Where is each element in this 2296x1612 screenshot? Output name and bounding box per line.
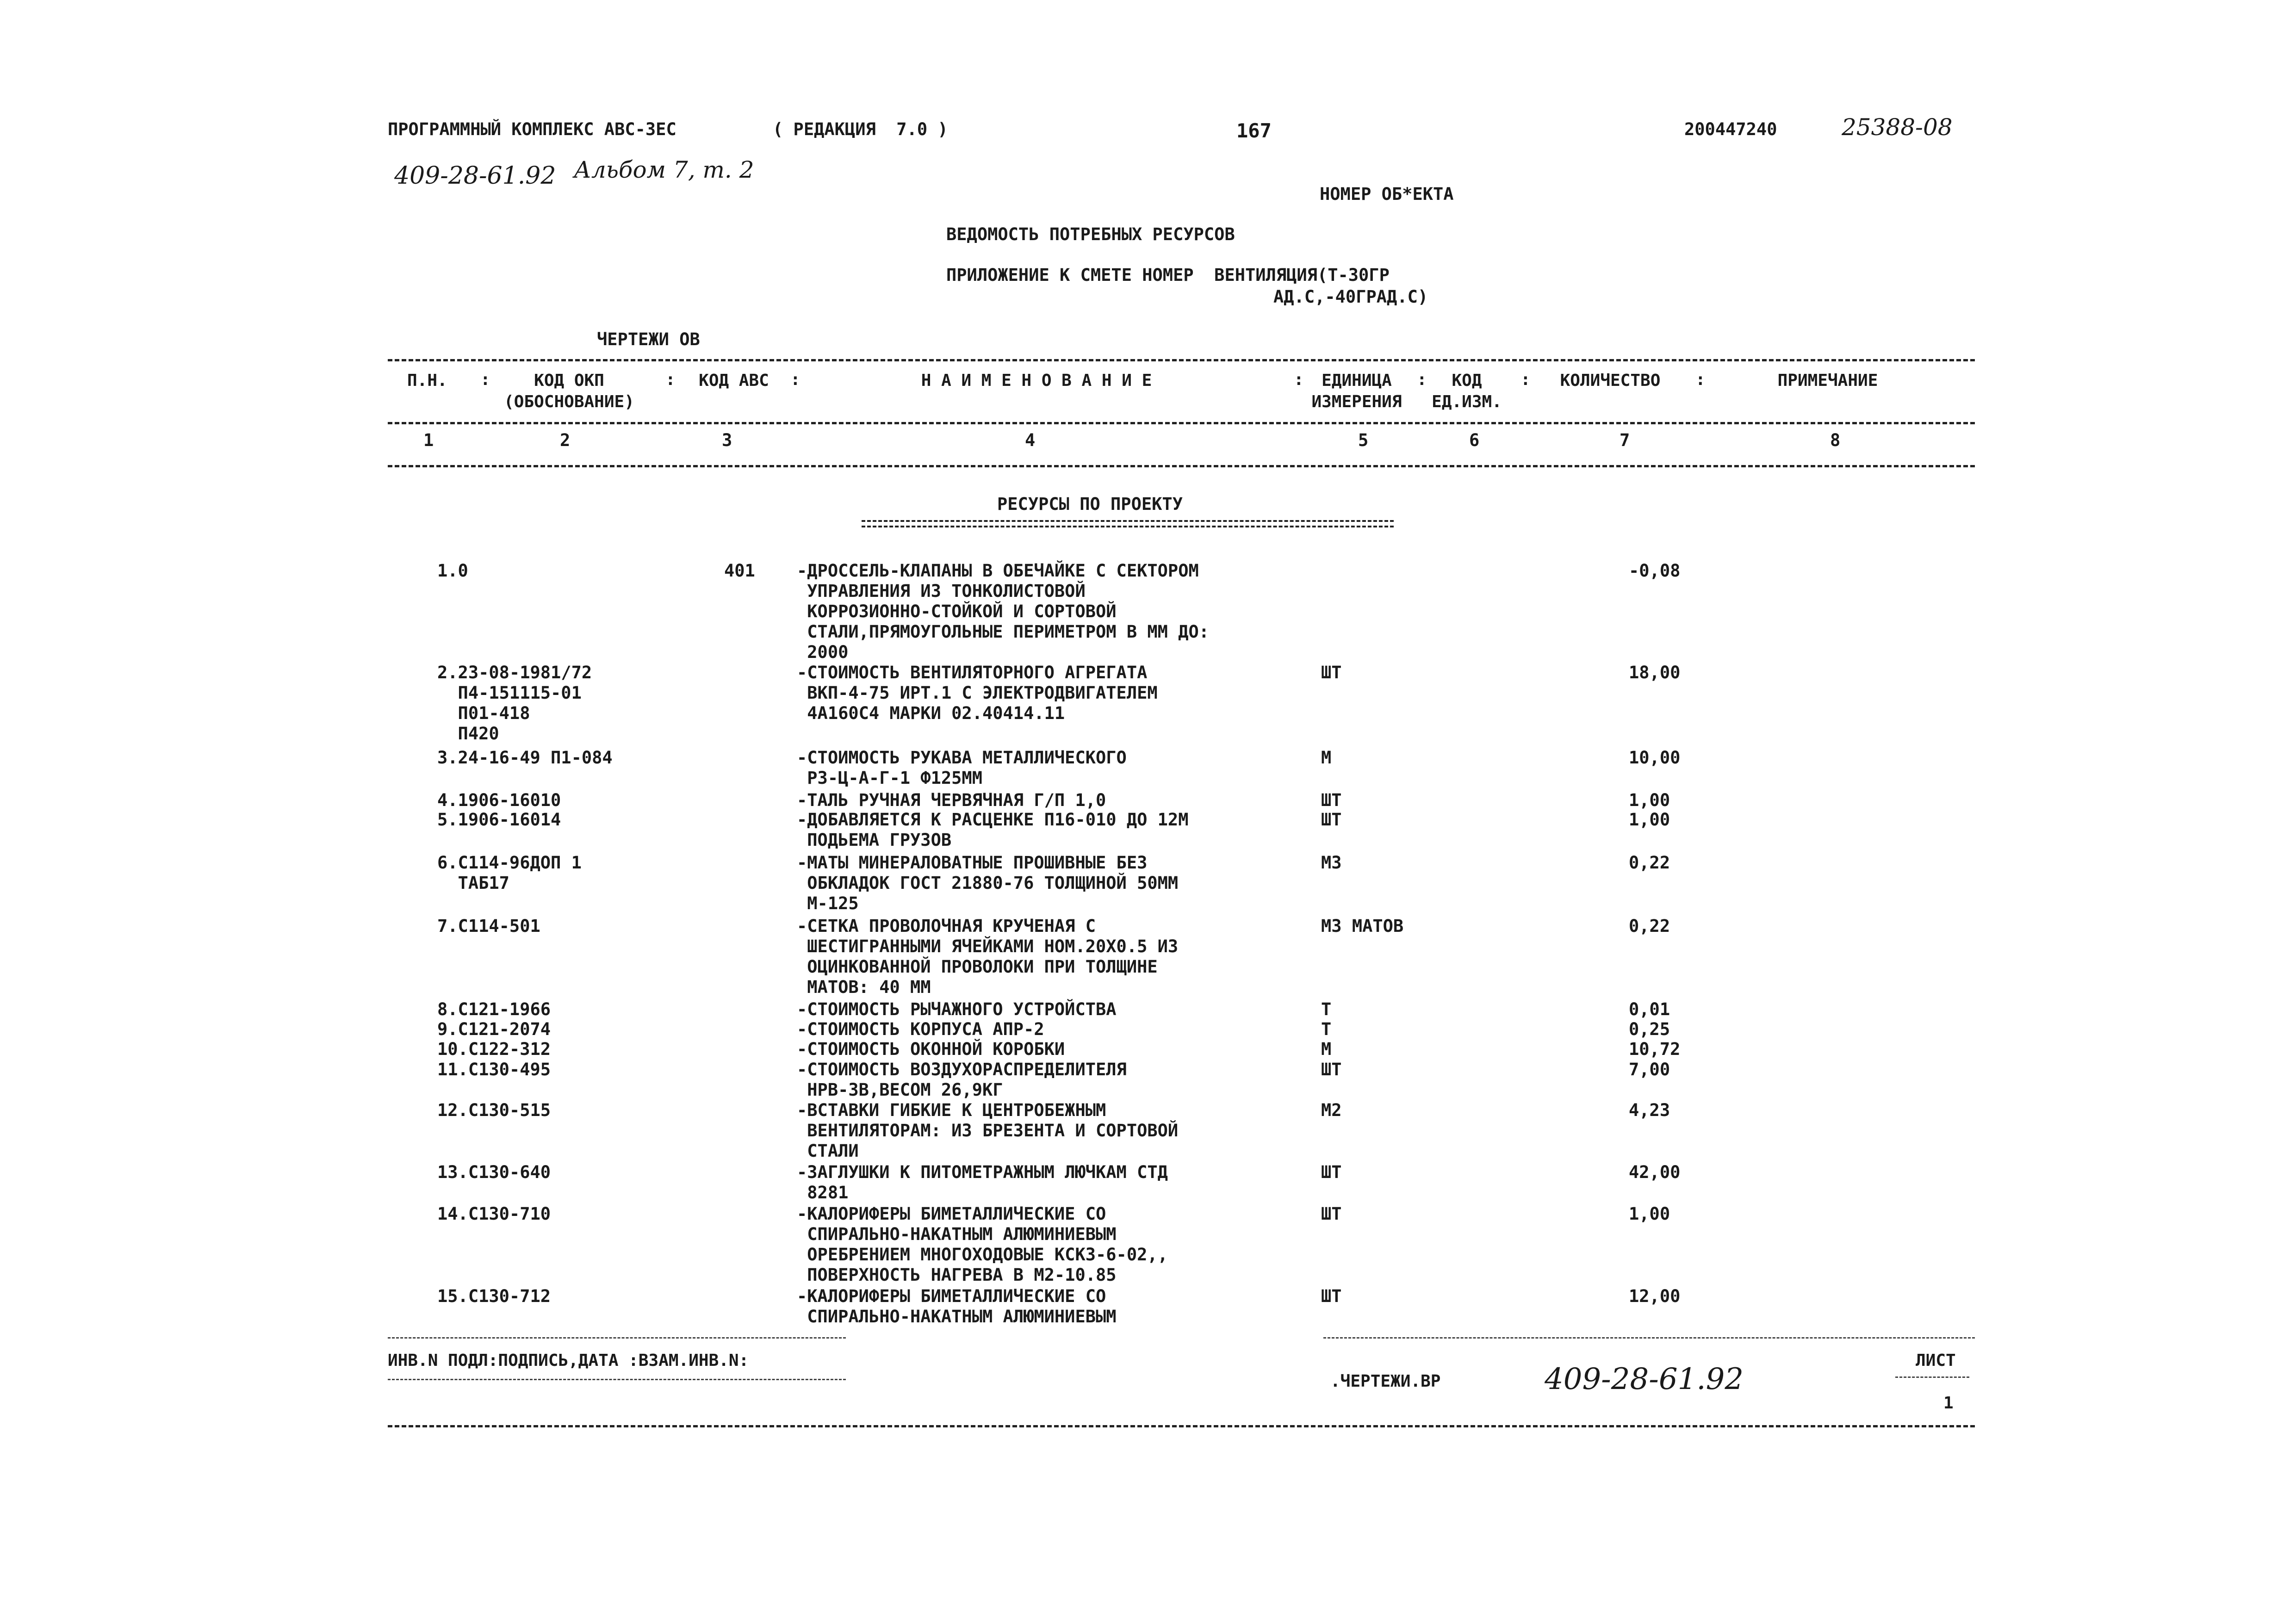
header-top-rule <box>388 359 1975 361</box>
row-quantity: 1,00 <box>1629 810 1670 830</box>
program-edition: ( РЕДАКЦИЯ 7.0 ) <box>773 119 948 139</box>
row-quantity: 7,00 <box>1629 1060 1670 1079</box>
row-unit: ШТ <box>1321 810 1342 830</box>
row-code: 7.С114-501 <box>437 916 540 936</box>
row-name: -ТАЛЬ РУЧНАЯ ЧЕРВЯЧНАЯ Г/П 1,0 <box>797 790 1106 810</box>
row-name: -ДОБАВЛЯЕТСЯ К РАСЦЕНКЕ П16-010 ДО 12М ПОДЬЕМА ГРУЗОВ <box>797 810 1189 850</box>
row-unit: М2 <box>1321 1100 1342 1120</box>
row-name: -СЕТКА ПРОВОЛОЧНАЯ КРУЧЕНАЯ С ШЕСТИГРАННЫМИ ЯЧЕЙКАМИ НОМ.20Х0.5 ИЗ ОЦИНКОВАННОЙ ПРОВОЛОКИ ПРИ ТОЛЩИНЕ МАТОВ: 40 ММ <box>797 916 1179 997</box>
row-code: 8.С121-1966 <box>437 999 551 1019</box>
row-quantity: 0,22 <box>1629 853 1670 873</box>
row-name: -ЗАГЛУШКИ К ПИТОМЕТРАЖНЫМ ЛЮЧКАМ СТД 8281 <box>797 1162 1168 1203</box>
stamp-top-rule <box>388 1337 846 1339</box>
row-code: 13.С130-640 <box>437 1162 551 1182</box>
drawing-label: .ЧЕРТЕЖИ.ВР <box>1330 1372 1441 1391</box>
col-note-header: ПРИМЕЧАНИЕ <box>1777 371 1878 390</box>
col-name-header: Н А И М Е Н О В А Н И Е <box>921 371 1152 390</box>
object-number-label: НОМЕР ОБ*ЕКТА <box>1320 184 1454 204</box>
col-number: 5 <box>1358 430 1369 450</box>
row-name: -СТОИМОСТЬ ВЕНТИЛЯТОРНОГО АГРЕГАТА ВКП-4-75 ИРТ.1 С ЭЛЕКТРОДВИГАТЕЛЕМ 4А160С4 МАРКИ 02.40414.11 <box>797 663 1158 723</box>
row-code: 12.С130-515 <box>437 1100 551 1120</box>
col-number: 2 <box>560 430 571 450</box>
handwritten-project-number-footer: 409-28-61.92 <box>1545 1362 1744 1396</box>
header-mid-rule <box>388 422 1975 424</box>
header-separator: : <box>1417 370 1427 389</box>
row-name: -СТОИМОСТЬ РЫЧАЖНОГО УСТРОЙСТВА <box>797 999 1117 1019</box>
header-separator: : <box>480 370 490 389</box>
row-name: -ВСТАВКИ ГИБКИЕ К ЦЕНТРОБЕЖНЫМ ВЕНТИЛЯТОРАМ: ИЗ БРЕЗЕНТА И СОРТОВОЙ СТАЛИ <box>797 1100 1179 1161</box>
appendix-title-cont: АД.С,-40ГРАД.С) <box>1273 287 1428 307</box>
col-unit-header-line2: ИЗМЕРЕНИЯ <box>1311 392 1402 411</box>
row-unit: М3 МАТОВ <box>1321 916 1404 936</box>
stamp-labels: ИНВ.N ПОДЛ:ПОДПИСЬ,ДАТА :ВЗАМ.ИНВ.N: <box>388 1351 749 1370</box>
row-unit: ШТ <box>1321 663 1342 682</box>
row-unit: ШТ <box>1321 1286 1342 1306</box>
section-title-underline <box>862 520 1394 527</box>
row-name: -КАЛОРИФЕРЫ БИМЕТАЛЛИЧЕСКИЕ СО СПИРАЛЬНО-НАКАТНЫМ АЛЮМИНИЕВЫМ ОРЕБРЕНИЕМ МНОГОХОДОВЫЕ КСК3-6-02,, ПОВЕРХНОСТЬ НАГРЕВА В М2-10.85 <box>797 1204 1168 1285</box>
row-code: 1.0 <box>437 561 468 581</box>
row-name: -ДРОССЕЛЬ-КЛАПАНЫ В ОБЕЧАЙКЕ С СЕКТОРОМ УПРАВЛЕНИЯ ИЗ ТОНКОЛИСТОВОЙ КОРРОЗИОННО-СТОЙКОЙ И СОРТОВОЙ СТАЛИ,ПРЯМОУГОЛЬНЫЕ ПЕРИМЕТРОМ В ММ ДО: 2000 <box>797 561 1210 662</box>
row-unit: М <box>1321 748 1332 768</box>
header-separator: : <box>665 370 676 389</box>
statement-title: ВЕДОМОСТЬ ПОТРЕБНЫХ РЕСУРСОВ <box>946 224 1235 244</box>
row-code: 2.23-08-1981/72 П4-151115-01 П01-418 П420 <box>437 663 592 744</box>
row-unit: М3 <box>1321 853 1342 873</box>
row-unit: ШТ <box>1321 1060 1342 1079</box>
sheet-rule <box>1895 1376 1969 1378</box>
col-unit-header-line1: ЕДИНИЦА <box>1322 371 1392 390</box>
row-quantity: 10,00 <box>1629 748 1681 768</box>
row-unit: ШТ <box>1321 1204 1342 1224</box>
col-number: 8 <box>1830 430 1841 450</box>
row-code: 11.С130-495 <box>437 1060 551 1079</box>
row-quantity: 10,72 <box>1629 1039 1681 1059</box>
col-unit-code-header <box>1421 370 1513 413</box>
header-separator: : <box>1695 370 1706 389</box>
appendix-title: ПРИЛОЖЕНИЕ К СМЕТЕ НОМЕР ВЕНТИЛЯЦИЯ(Т-30ГР <box>946 265 1390 285</box>
row-unit: Т <box>1321 1019 1332 1039</box>
header-separator: : <box>790 370 800 389</box>
row-code: 5.1906-16014 <box>437 810 561 830</box>
row-quantity: 4,23 <box>1629 1100 1670 1120</box>
handwritten-project-number: 409-28-61.92 <box>394 162 556 190</box>
row-code: 15.С130-712 <box>437 1286 551 1306</box>
col-unit-code-header-line2: ЕД.ИЗМ. <box>1432 392 1502 411</box>
sheet-label: ЛИСТ <box>1916 1351 1956 1370</box>
row-name: -СТОИМОСТЬ ВОЗДУХОРАСПРЕДЕЛИТЕЛЯ НРВ-3В,ВЕСОМ 26,9КГ <box>797 1060 1127 1100</box>
row-quantity: 1,00 <box>1629 790 1670 810</box>
row-unit: ШТ <box>1321 790 1342 810</box>
page-number: 167 <box>1236 119 1272 142</box>
section-title: РЕСУРСЫ ПО ПРОЕКТУ <box>997 494 1183 514</box>
header-bottom-rule <box>388 465 1975 467</box>
stamp-mid-rule <box>388 1379 846 1380</box>
col-okp-header-line2: (ОБОСНОВАНИЕ) <box>504 392 634 411</box>
row-name: -СТОИМОСТЬ РУКАВА МЕТАЛЛИЧЕСКОГО Р3-Ц-А-Г-1 Ф125ММ <box>797 748 1127 788</box>
row-quantity: 0,22 <box>1629 916 1670 936</box>
col-number: 3 <box>722 430 732 450</box>
row-code: 4.1906-16010 <box>437 790 561 810</box>
footer-bottom-rule <box>388 1425 1975 1427</box>
row-name: -СТОИМОСТЬ ОКОННОЙ КОРОБКИ <box>797 1039 1065 1059</box>
sheet-number: 1 <box>1943 1394 1954 1413</box>
row-unit: Т <box>1321 999 1332 1019</box>
row-quantity: 0,01 <box>1629 999 1670 1019</box>
row-quantity: 0,25 <box>1629 1019 1670 1039</box>
col-okp-header <box>490 370 648 413</box>
row-quantity: 12,00 <box>1629 1286 1681 1306</box>
title-block-top-rule <box>1323 1337 1975 1339</box>
row-code: 3.24-16-49 П1-084 <box>437 748 613 768</box>
col-number: 7 <box>1620 430 1630 450</box>
row-unit: ШТ <box>1321 1162 1342 1182</box>
row-name: -СТОИМОСТЬ КОРПУСА АПР-2 <box>797 1019 1044 1039</box>
row-abc-code: 401 <box>724 561 755 581</box>
col-number: 1 <box>423 430 434 450</box>
row-code: 9.С121-2074 <box>437 1019 551 1039</box>
row-name: -МАТЫ МИНЕРАЛОВАТНЫЕ ПРОШИВНЫЕ БЕЗ ОБКЛАДОК ГОСТ 21880-76 ТОЛЩИНОЙ 50ММ М-125 <box>797 853 1179 913</box>
col-unit-header <box>1301 370 1412 413</box>
row-unit: М <box>1321 1039 1332 1059</box>
header-separator: : <box>1294 370 1304 389</box>
drawings-label: ЧЕРТЕЖИ ОВ <box>597 329 700 349</box>
row-code: 10.С122-312 <box>437 1039 551 1059</box>
album-label: Альбом 7, т. 2 <box>574 156 754 183</box>
row-code: 6.С114-96ДОП 1 ТАБ17 <box>437 853 582 893</box>
row-quantity: -0,08 <box>1629 561 1681 581</box>
col-qty-header: КОЛИЧЕСТВО <box>1560 371 1661 390</box>
handwritten-code: 25388-08 <box>1842 114 1953 141</box>
row-quantity: 42,00 <box>1629 1162 1681 1182</box>
row-code: 14.С130-710 <box>437 1204 551 1224</box>
program-name: ПРОГРАММНЫЙ КОМПЛЕКС АВС-3ЕС <box>388 119 676 139</box>
row-quantity: 1,00 <box>1629 1204 1670 1224</box>
col-number: 4 <box>1025 430 1036 450</box>
col-pn-header: П.Н. <box>407 371 447 390</box>
col-abc-header: КОД АВС <box>699 371 769 390</box>
header-separator: : <box>1520 370 1531 389</box>
col-okp-header-line1: КОД ОКП <box>534 371 604 390</box>
col-unit-code-header-line1: КОД <box>1452 371 1482 390</box>
row-quantity: 18,00 <box>1629 663 1681 682</box>
row-name: -КАЛОРИФЕРЫ БИМЕТАЛЛИЧЕСКИЕ СО СПИРАЛЬНО-НАКАТНЫМ АЛЮМИНИЕВЫМ <box>797 1286 1117 1327</box>
document-code: 200447240 <box>1684 119 1777 139</box>
col-number: 6 <box>1469 430 1480 450</box>
